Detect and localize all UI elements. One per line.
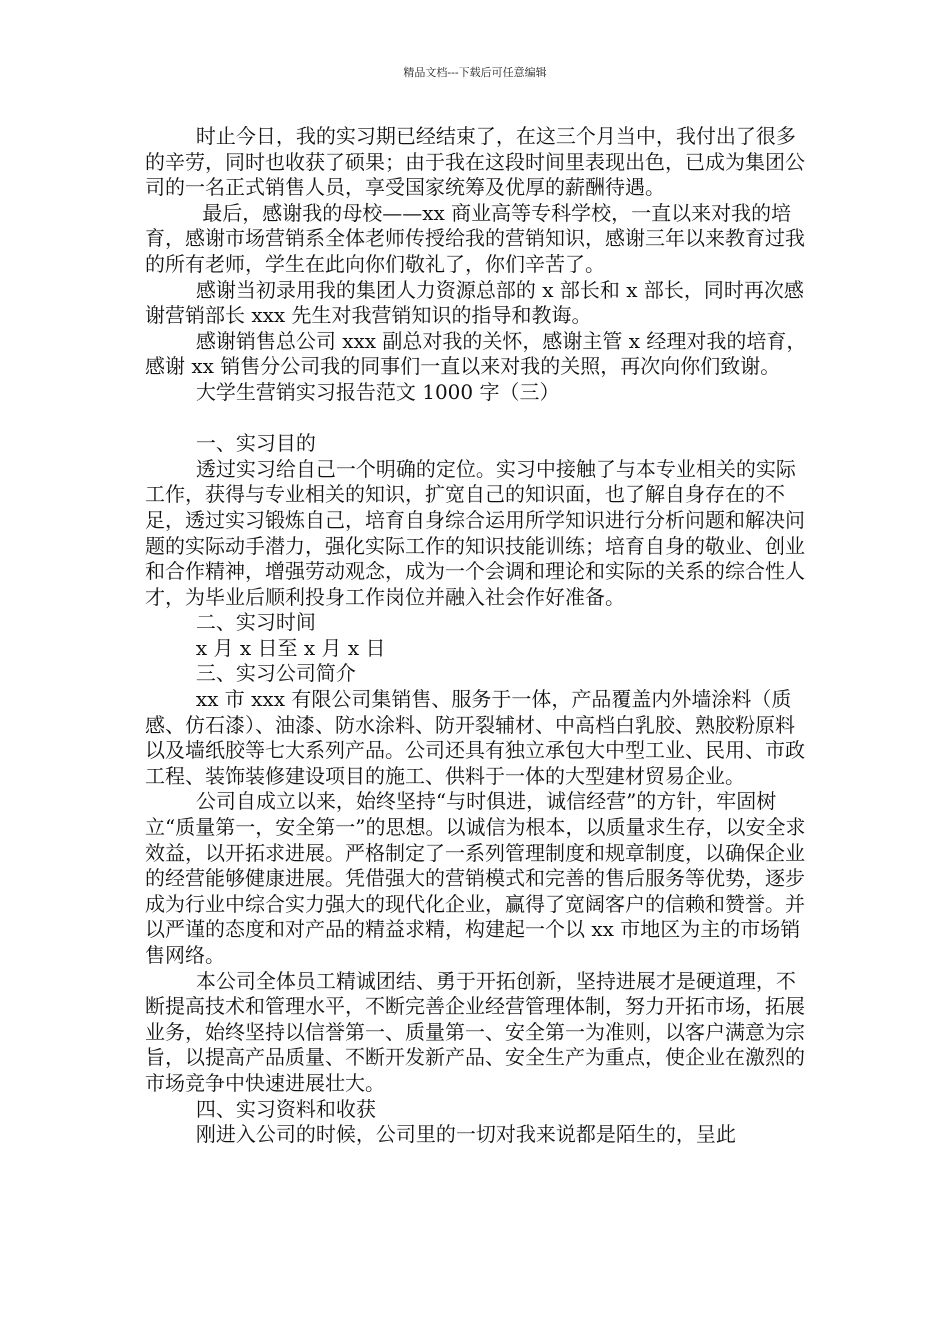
heading-time: 二、实习时间 xyxy=(145,610,316,635)
paragraph-thanks-hr: 感谢当初录用我的集团人力资源总部的 x 部长和 x 部长，同时再次感谢营销部长 xxx 先生对我营销知识的指导和教诲。 xyxy=(145,277,804,328)
paragraph-thanks-school: 最后，感谢我的母校——xx 商业高等专科学校，一直以来对我的培育，感谢市场营销系全体老师传授给我的营销知识，感谢三年以来教育过我的所有老师，学生在此向你们敬礼了，你们辛苦了。 xyxy=(145,200,805,276)
heading-content-gains: 四、实习资料和收获 xyxy=(145,1096,376,1121)
paragraph-content-start: 刚进入公司的时候，公司里的一切对我来说都是陌生的，呈此 xyxy=(145,1122,736,1147)
paragraph-time: x 月 x 日至 x 月 x 日 xyxy=(145,635,386,660)
page-header: 精品文档---下载后可任意编辑 xyxy=(403,66,547,79)
heading-company-intro: 三、实习公司简介 xyxy=(145,661,356,686)
paragraph-thanks-sales: 感谢销售总公司 xxx 副总对我的关怀，感谢主管 x 经理对我的培育，感谢 xx 销售分公司我的同事们一直以来对我的关照，再次向你们致谢。 xyxy=(145,328,807,379)
paragraph-purpose: 透过实习给自己一个明确的定位。实习中接触了与本专业相关的实际工作，获得与专业相关的知识，扩宽自己的知识面，也了解自身存在的不足，透过实习锻炼自己，培育自身综合运用所学知识进行分析问题和解决问题的实际动手潜力，强化实际工作的知识技能训练；培育自身的敬业、创业和合作精神，增强劳动观念，成为一个会调和理论和实际的关系的综合性人才，为毕业后顺利投身工作岗位并融入社会作好准备。 xyxy=(145,456,805,609)
heading-purpose: 一、实习目的 xyxy=(145,431,316,456)
paragraph-company-products: xx 市 xxx 有限公司集销售、服务于一体，产品覆盖内外墙涂料（质感、仿石漆）、油漆、防水涂料、防开裂辅材、中高档白乳胶、熟胶粉原料以及墙纸胶等七大系列产品。公司还具有独立承包大中型工业、民用、市政工程、装饰装修建设项目的施工、供料于一体的大型建材贸易企业。 xyxy=(145,687,805,788)
section-title-report-three: 大学生营销实习报告范文 1000 字（三） xyxy=(145,379,560,404)
document-body xyxy=(145,124,810,1148)
paragraph-company-principles: 公司自成立以来，始终坚持“与时俱进，诚信经营”的方针，牢固树立“质量第一，安全第一”的思想。以诚信为根本，以质量求生存，以安全求效益，以开拓求进展。严格制定了一系列管理制度和规章制度，以确保企业的经营能够健康进展。凭借强大的营销模式和完善的售后服务等优势，逐步成为行业中综合实力强大的现代化企业，赢得了宽阔客户的信赖和赞誉。并以严谨的态度和对产品的精益求精，构建起一个以 xx 市地区为主的市场销售网络。 xyxy=(145,789,806,967)
paragraph-company-staff: 本公司全体员工精诚团结、勇于开拓创新，坚持进展才是硬道理，不断提高技术和管理水平，不断完善企业经营管理体制，努力开拓市场，拓展业务，始终坚持以信誉第一、质量第一、安全第一为准则，以客户满意为宗旨，以提高产品质量、不断开发新产品、安全生产为重点，使企业在激烈的市场竞争中快速进展壮大。 xyxy=(145,968,805,1095)
blank-line xyxy=(145,406,810,432)
paragraph-internship-end: 时止今日，我的实习期已经结束了，在这三个月当中，我付出了很多的辛劳，同时也收获了硕果；由于我在这段时间里表现出色，已成为集团公司的一名正式销售人员，享受国家统筹及优厚的薪酬待遇。 xyxy=(145,124,805,200)
